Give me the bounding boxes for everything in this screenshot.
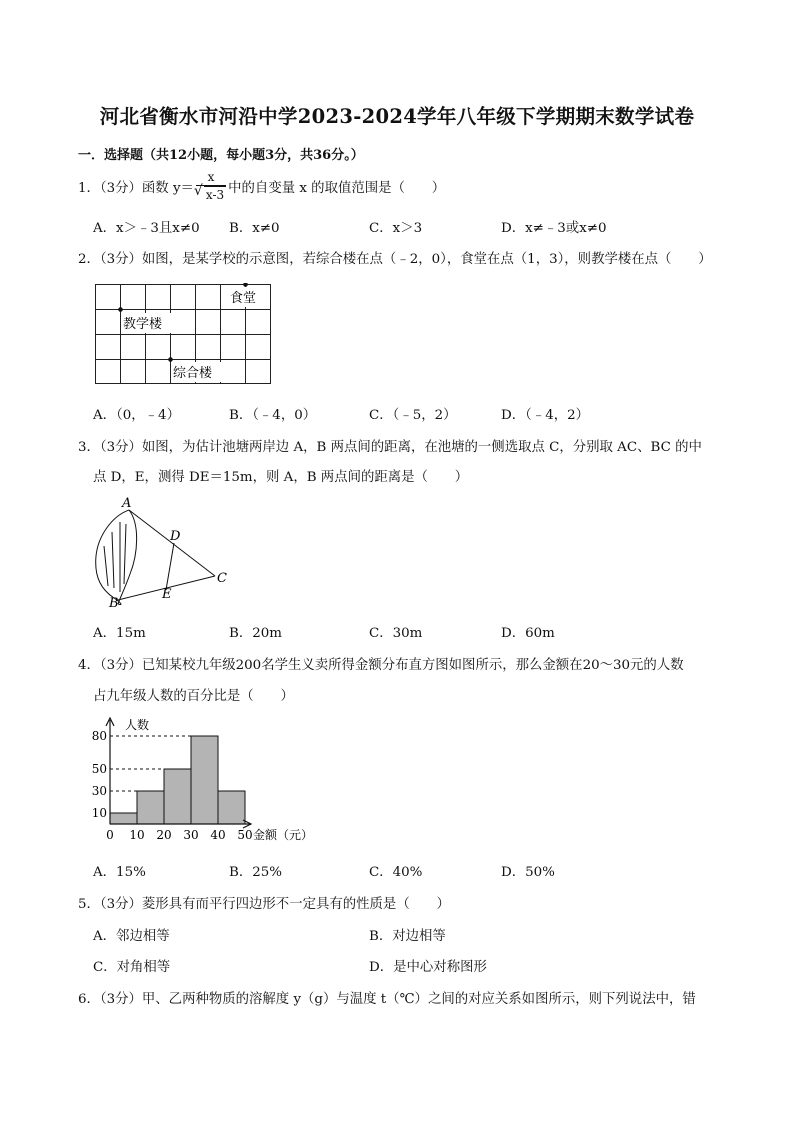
q5-option-a: A．邻边相等 — [93, 929, 170, 944]
q5-option-d: D．是中心对称图形 — [369, 960, 487, 975]
x-tick-label: 40 — [210, 828, 226, 842]
question-4-line-1: 4．（3分）已知某校九年级200名学生义卖所得金额分布直方图如图所示，那么金额在20～30元的人数 — [78, 658, 684, 673]
question-5: 5．（3分）菱形具有而平行四边形不一定具有的性质是（ ） — [78, 897, 450, 912]
x-axis-label: 金额（元） — [253, 828, 314, 842]
point-label-e: E — [162, 587, 172, 602]
section-heading: 一．选择题（共12小题，每小题3分，共36分。） — [78, 148, 364, 163]
question-2: 2．（3分）如图，是某学校的示意图，若综合楼在点（﹣2，0），食堂在点（1，3），则教学楼在点（ ） — [78, 252, 712, 267]
histogram-chart — [85, 712, 330, 848]
q1-option-a: A．x＞﹣3且x≠0 — [93, 221, 200, 236]
q1-suffix: 中的自变量 x 的取值范围是（ ） — [228, 181, 446, 196]
pond-figure — [90, 494, 240, 614]
complex-point — [168, 357, 173, 362]
q2-option-a: A．（0，﹣4） — [93, 408, 180, 423]
q1-option-d: D．x≠﹣3或x≠0 — [501, 221, 607, 236]
question-6: 6．（3分）甲、乙两种物质的溶解度 y（g）与温度 t（℃）之间的对应关系如图所示，则下列说法中，错 — [78, 992, 696, 1007]
q4-option-d: D．50% — [501, 865, 555, 880]
histogram-bar — [110, 813, 137, 824]
fraction-radicand: √ x-3 — [204, 186, 226, 203]
page-title: 河北省衡水市河沿中学2023-2024学年八年级下学期期末数学试卷 — [99, 105, 695, 128]
q4-option-a: A．15% — [93, 865, 146, 880]
question-3-line-1: 3．（3分）如图，为估计池塘两岸边 A，B 两点间的距离，在池塘的一侧选取点 C，分别取 AC、BC 的中 — [78, 440, 702, 455]
y-tick-label: 10 — [91, 806, 107, 820]
q2-option-c: C．（﹣5，2） — [369, 408, 457, 423]
question-1 — [78, 172, 445, 205]
x-tick-label: 20 — [156, 828, 172, 842]
point-label-d: D — [170, 529, 181, 544]
x-tick-label: 0 — [106, 828, 114, 842]
canteen-point — [243, 283, 248, 287]
q5-option-b: B．对边相等 — [369, 929, 446, 944]
q5-option-c: C．对角相等 — [93, 960, 171, 975]
y-tick-label: 50 — [91, 762, 107, 776]
canteen-label: 食堂 — [230, 291, 257, 306]
point-label-a: A — [122, 496, 132, 511]
histogram-bar — [164, 769, 191, 824]
q3-option-d: D．60m — [501, 626, 555, 641]
q1-prefix: 1．（3分）函数 y＝ — [78, 181, 194, 196]
point-label-b: B — [109, 596, 119, 611]
histogram-bar — [137, 791, 164, 824]
teaching-building-label: 教学楼 — [123, 317, 163, 332]
q2-option-b: B．（﹣4，0） — [229, 408, 317, 423]
q1-option-b: B．x≠0 — [229, 221, 280, 236]
q4-option-b: B．25% — [229, 865, 282, 880]
histogram-bar — [191, 736, 218, 824]
fraction — [196, 170, 226, 203]
y-tick-label: 80 — [91, 729, 107, 743]
school-grid-figure — [94, 283, 274, 387]
fraction-numerator: x — [196, 170, 226, 186]
q4-option-c: C．40% — [369, 865, 423, 880]
q3-option-c: C．30m — [369, 626, 423, 641]
x-tick-label: 10 — [129, 828, 145, 842]
q3-option-b: B．20m — [229, 626, 282, 641]
y-axis-label: 人数 — [125, 718, 150, 732]
teaching-point — [118, 307, 123, 312]
y-tick-label: 30 — [91, 784, 107, 798]
complex-building-label: 综合楼 — [173, 366, 213, 381]
question-4-line-2: 占九年级人数的百分比是（ ） — [93, 689, 294, 704]
question-3-line-2: 点 D，E，测得 DE＝15m，则 A，B 两点间的距离是（ ） — [93, 470, 469, 485]
q1-option-c: C．x＞3 — [369, 221, 423, 236]
q3-option-a: A．15m — [93, 626, 146, 641]
x-tick-label: 50 — [237, 828, 253, 842]
segment-de — [166, 543, 174, 590]
x-tick-label: 30 — [183, 828, 199, 842]
q2-option-d: D．（﹣4，2） — [501, 408, 590, 423]
histogram-bar — [218, 791, 245, 824]
point-label-c: C — [217, 571, 227, 586]
